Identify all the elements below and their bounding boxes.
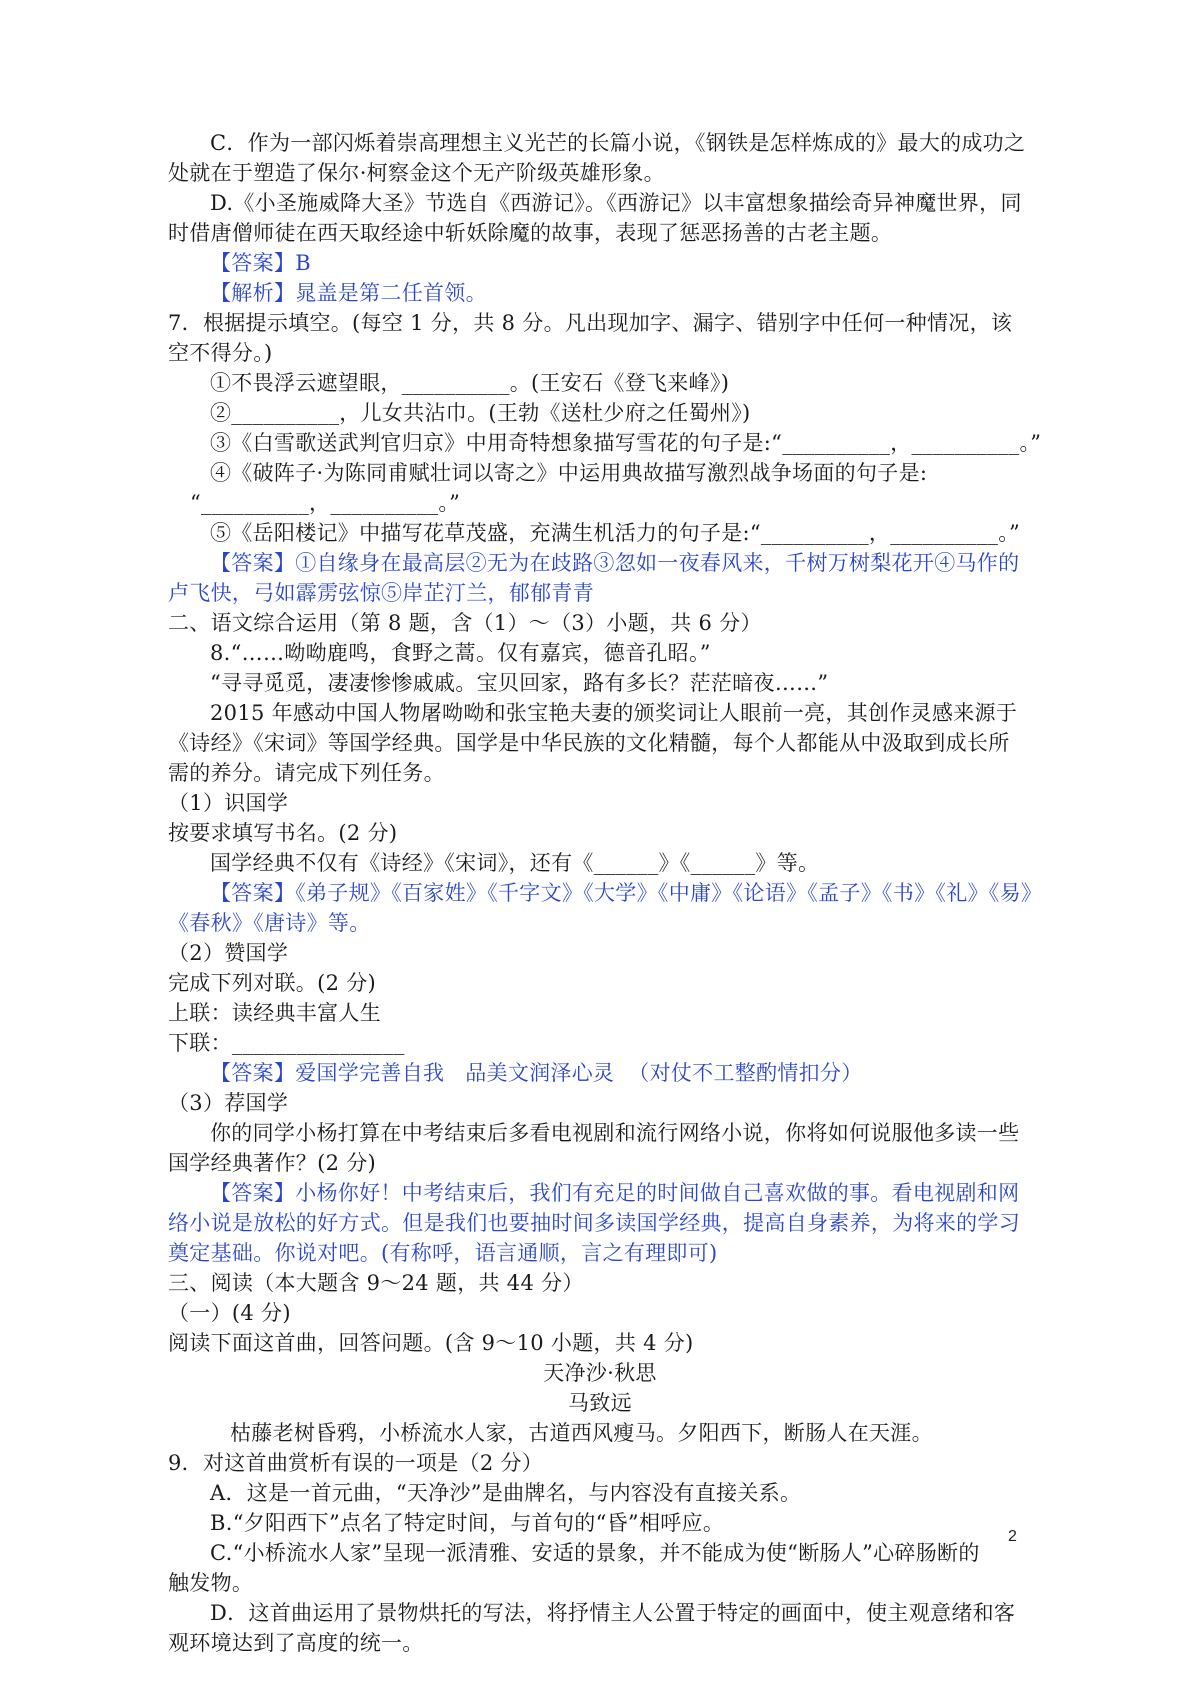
q7-answer-line-2: 卢飞快，弓如霹雳弦惊⑤岸芷汀兰，郁郁青青 (168, 581, 594, 605)
q8-part-1-instruction: 按要求填写书名。(2 分) (168, 821, 398, 845)
q8-part-3-prompt-line-2: 国学经典著作？(2 分) (168, 1151, 377, 1175)
q9-option-c-line-2: 触发物。 (168, 1571, 254, 1595)
q8-part-1-heading: （1）识国学 (168, 791, 289, 815)
q8-part-1-prompt: 国学经典不仅有《诗经》《宋词》，还有《______》《______》等。 (210, 851, 820, 875)
section-2-heading: 二、语文综合运用（第 8 题，含（1）～（3）小题，共 6 分） (168, 611, 762, 635)
q8-part-3-prompt-line-1: 你的同学小杨打算在中考结束后多看电视剧和流行网络小说，你将如何说服他多读一些 (210, 1121, 1020, 1145)
q8-couplet-upper: 上联：读经典丰富人生 (168, 1001, 381, 1025)
q7-item-2: ②__________，儿女共沾巾。(王勃《送杜少府之任蜀州》) (210, 401, 751, 425)
q7-answer-line-1: 【答案】①自缘身在最高层②无为在歧路③忽如一夜春风来，千树万树梨花开④马作的 (210, 551, 1020, 575)
reading-1-instruction: 阅读下面这首曲，回答问题。(含 9～10 小题，共 4 分) (168, 1331, 694, 1355)
poem-author: 马致远 (568, 1391, 632, 1415)
q8-part-3-answer-line-3: 奠定基础。你说对吧。(有称呼，语言通顺，言之有理即可) (168, 1241, 718, 1265)
q6-analysis: 【解析】晁盖是第二任首领。 (210, 281, 487, 305)
reading-1-heading: （一）(4 分) (168, 1301, 291, 1325)
q8-part-3-answer-line-1: 【答案】小杨你好！中考结束后，我们有充足的时间做自己喜欢做的事。看电视剧和网 (210, 1181, 1020, 1205)
q9-option-d-line-1: D．这首曲运用了景物烘托的写法，将抒情主人公置于特定的画面中，使主观意绪和客 (210, 1601, 1016, 1625)
poem-title: 天净沙·秋思 (543, 1361, 657, 1385)
q8-intro-line-2: 《诗经》《宋词》等国学经典。国学是中华民族的文化精髓，每个人都能从中汲取到成长所 (168, 731, 1010, 755)
q9-option-a: A．这是一首元曲，“天净沙”是曲牌名，与内容没有直接关系。 (210, 1481, 802, 1505)
page-number: 2 (1008, 1528, 1017, 1545)
q9-stem: 9．对这首曲赏析有误的一项是（2 分） (168, 1451, 544, 1475)
q8-part-2-answer: 【答案】爱国学完善自我 品美文润泽心灵 （对仗不工整酌情扣分） (210, 1061, 863, 1085)
q8-part-1-answer-line-2: 《春秋》《唐诗》等。 (168, 911, 371, 935)
q8-part-3-answer-line-2: 络小说是放松的好方式。但是我们也要抽时间多读国学经典，提高自身素养，为将来的学习 (168, 1211, 1020, 1235)
q7-item-4-line-1: ④《破阵子·为陈同甫赋壮词以寄之》中运用典故描写激烈战争场面的句子是: (210, 461, 928, 485)
q9-option-c-line-1: C.“小桥流水人家”呈现一派清雅、安适的景象，并不能成为使“断肠人”心碎肠断的 (210, 1541, 980, 1565)
q7-item-4-line-2: “__________，__________。” (190, 491, 461, 515)
section-3-heading: 三、阅读（本大题含 9～24 题，共 44 分） (168, 1271, 584, 1295)
q8-quote-2: “寻寻觅觅，凄凄惨惨戚戚。宝贝回家，路有多长？茫茫暗夜……” (210, 671, 829, 695)
q7-item-3: ③《白雪歌送武判官归京》中用奇特想象描写雪花的句子是:“__________，__________。” (210, 431, 1042, 455)
q7-item-1: ①不畏浮云遮望眼，__________。(王安石《登飞来峰》) (210, 371, 730, 395)
q8-couplet-lower: 下联：________________ (168, 1031, 405, 1055)
q7-stem-line-1: 7．根据提示填空。(每空 1 分，共 8 分。凡出现加字、漏字、错别字中任何一种情况，该 (168, 311, 1013, 335)
q6-option-c-line-2: 处就在于塑造了保尔·柯察金这个无产阶级英雄形象。 (168, 161, 665, 185)
q7-item-5: ⑤《岳阳楼记》中描写花草茂盛，充满生机活力的句子是:“__________，__________。” (210, 521, 1021, 545)
q6-option-d-line-2: 时借唐僧师徒在西天取经途中斩妖除魔的故事，表现了惩恶扬善的古老主题。 (168, 221, 893, 245)
q7-stem-line-2: 空不得分。) (168, 341, 273, 365)
q8-intro-line-1: 2015 年感动中国人物屠呦呦和张宝艳夫妻的颁奖词让人眼前一亮，其创作灵感来源于 (210, 701, 1018, 725)
q6-option-d-line-1: D.《小圣施威降大圣》节选自《西游记》。《西游记》以丰富想象描绘奇异神魔世界，同 (210, 191, 1022, 215)
q8-part-2-instruction: 完成下列对联。(2 分) (168, 971, 377, 995)
poem-text: 枯藤老树昏鸦，小桥流水人家，古道西风瘦马。夕阳西下，断肠人在天涯。 (230, 1421, 933, 1445)
q9-option-d-line-2: 观环境达到了高度的统一。 (168, 1631, 424, 1655)
q8-part-1-answer-line-1: 【答案】《弟子规》《百家姓》《千字文》《大学》《中庸》《论语》《孟子》《书》《礼》《易》 (210, 881, 1043, 905)
q6-option-c-line-1: C．作为一部闪烁着崇高理想主义光芒的长篇小说，《钢铁是怎样炼成的》最大的成功之 (210, 131, 1026, 155)
q6-answer: 【答案】B (210, 251, 311, 275)
q8-quote-1: 8.“……呦呦鹿鸣，食野之蒿。仅有嘉宾，德音孔昭。” (210, 641, 711, 665)
q9-option-b: B.“夕阳西下”点名了特定时间，与首句的“昏”相呼应。 (210, 1511, 725, 1535)
q8-part-2-heading: （2）赞国学 (168, 941, 289, 965)
q8-intro-line-3: 需的养分。请完成下列任务。 (168, 761, 445, 785)
q8-part-3-heading: （3）荐国学 (168, 1091, 289, 1115)
